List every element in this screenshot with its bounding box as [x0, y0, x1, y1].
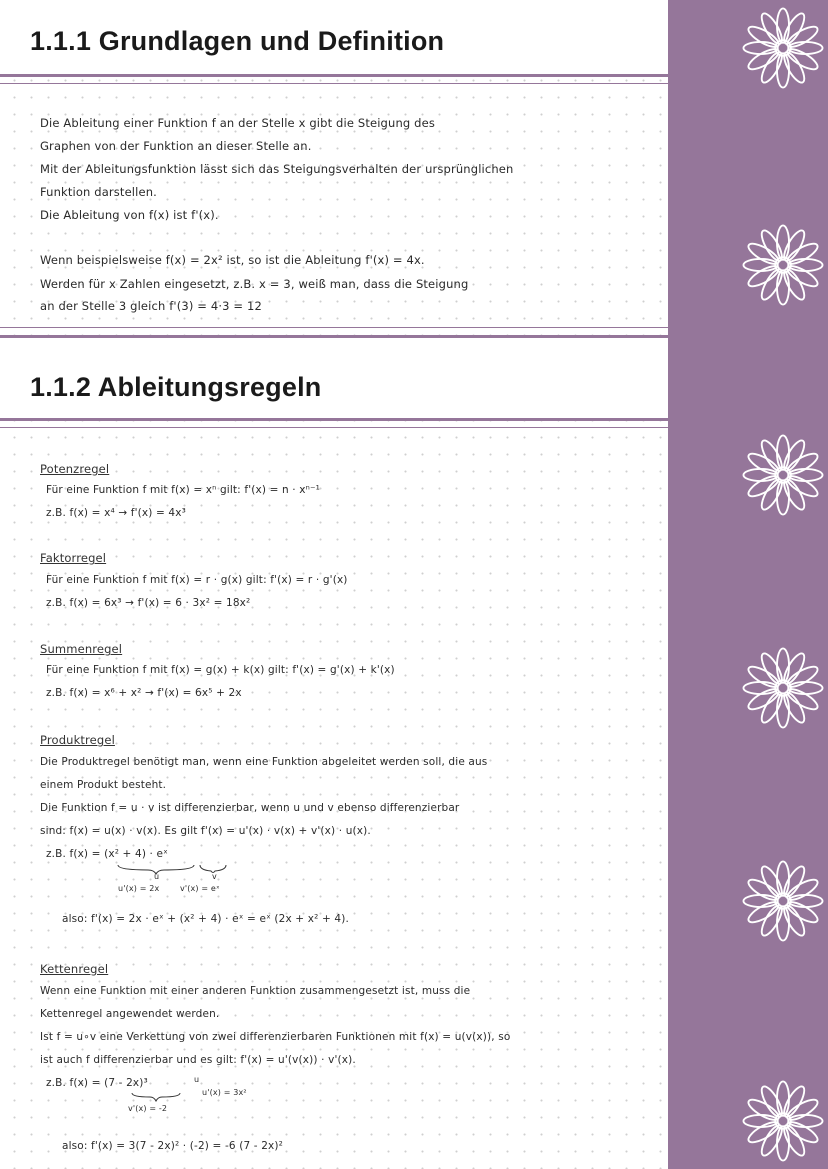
flower-icon	[740, 222, 826, 308]
rule-result: also: f'(x) = 2x · eˣ + (x² + 4) · eˣ = eˣ (2x + x² + 4).	[62, 913, 349, 925]
flower-icon	[740, 432, 826, 518]
definition-line: Die Ableitung einer Funktion f an der Stelle x gibt die Steigung des	[40, 116, 435, 130]
definition-line: Graphen von der Funktion an dieser Stelle an.	[40, 139, 312, 153]
example-line: Wenn beispielsweise f(x) = 2x² ist, so ist die Ableitung f'(x) = 4x.	[40, 253, 425, 267]
rule-title: Faktorregel	[40, 551, 107, 565]
flower-icon	[740, 858, 826, 944]
underbrace-marks	[130, 1091, 190, 1103]
heading-rule	[0, 74, 668, 77]
u-derivative: u'(x) = 3x²	[202, 1088, 247, 1097]
flower-icon	[740, 645, 826, 731]
rule-text: einem Produkt besteht.	[40, 779, 167, 791]
rule-text: Kettenregel angewendet werden.	[40, 1008, 220, 1020]
rule-statement: Für eine Funktion f mit f(x) = xⁿ gilt: f'(x) = n · xⁿ⁻¹	[46, 484, 321, 496]
heading-rule	[0, 83, 668, 84]
rule-text: sind: f(x) = u(x) · v(x). Es gilt f'(x) = u'(x) · v(x) + v'(x) · u(x).	[40, 825, 371, 837]
rule-example: z.B. f(x) = x⁶ + x² → f'(x) = 6x⁵ + 2x	[46, 687, 242, 699]
heading-rule	[0, 418, 668, 421]
rule-example: z.B. f(x) = 6x³ → f'(x) = 6 · 3x² = 18x²	[46, 597, 251, 609]
decorative-sidebar	[668, 0, 828, 1169]
rule-result: also: f'(x) = 3(7 - 2x)² · (-2) = -6 (7 - 2x)²	[62, 1140, 284, 1152]
rule-text: ist auch f differenzierbar und es gilt: f'(x) = u'(v(x)) · v'(x).	[40, 1054, 356, 1066]
label-u: u	[194, 1075, 200, 1084]
rule-text: Die Produktregel benötigt man, wenn eine Funktion abgeleitet werden soll, die aus	[40, 756, 488, 768]
rule-title: Produktregel	[40, 733, 115, 747]
section-2-heading: 1.1.2 Ableitungsregeln	[30, 372, 322, 402]
flower-icon	[740, 1078, 826, 1164]
label-u: u	[154, 872, 160, 881]
section-divider	[0, 327, 668, 328]
definition-line: Die Ableitung von f(x) ist f'(x).	[40, 208, 219, 222]
rule-text: Die Funktion f = u · v ist differenzierbar, wenn u und v ebenso differenzierbar	[40, 802, 460, 814]
section-1-heading: 1.1.1 Grundlagen und Definition	[30, 26, 445, 56]
underbrace-marks	[116, 862, 236, 876]
rule-text: Ist f = u∘v eine Verkettung von zwei differenzierbaren Funktionen mit f(x) = u(v(x)), so	[40, 1031, 511, 1043]
label-v: v	[212, 872, 217, 881]
definition-line: Funktion darstellen.	[40, 185, 157, 199]
rule-title: Potenzregel	[40, 462, 110, 476]
rule-title: Summenregel	[40, 642, 123, 656]
v-derivative: v'(x) = -2	[128, 1104, 168, 1113]
flower-icon	[740, 5, 826, 91]
rule-text: Wenn eine Funktion mit einer anderen Funktion zusammengesetzt ist, muss die	[40, 985, 471, 997]
example-line: Werden für x Zahlen eingesetzt, z.B. x = 3, weiß man, dass die Steigung	[40, 277, 469, 291]
example-line: an der Stelle 3 gleich f'(3) = 4·3 = 12	[40, 299, 262, 313]
rule-statement: Für eine Funktion f mit f(x) = r · g(x) gilt: f'(x) = r · g'(x)	[46, 574, 348, 586]
rule-statement: Für eine Funktion f mit f(x) = g(x) + k(x) gilt: f'(x) = g'(x) + k'(x)	[46, 664, 395, 676]
definition-line: Mit der Ableitungsfunktion lässt sich das Steigungsverhalten der ursprünglichen	[40, 162, 514, 176]
v-derivative: v'(x) = eˣ	[180, 884, 220, 893]
rule-example: z.B. f(x) = (7 - 2x)³	[46, 1077, 148, 1089]
u-derivative: u'(x) = 2x	[118, 884, 160, 893]
rule-title: Kettenregel	[40, 962, 109, 976]
rule-example: z.B. f(x) = x⁴ → f'(x) = 4x³	[46, 507, 186, 519]
rule-example: z.B. f(x) = (x² + 4) · eˣ	[46, 848, 168, 860]
heading-rule	[0, 427, 668, 428]
